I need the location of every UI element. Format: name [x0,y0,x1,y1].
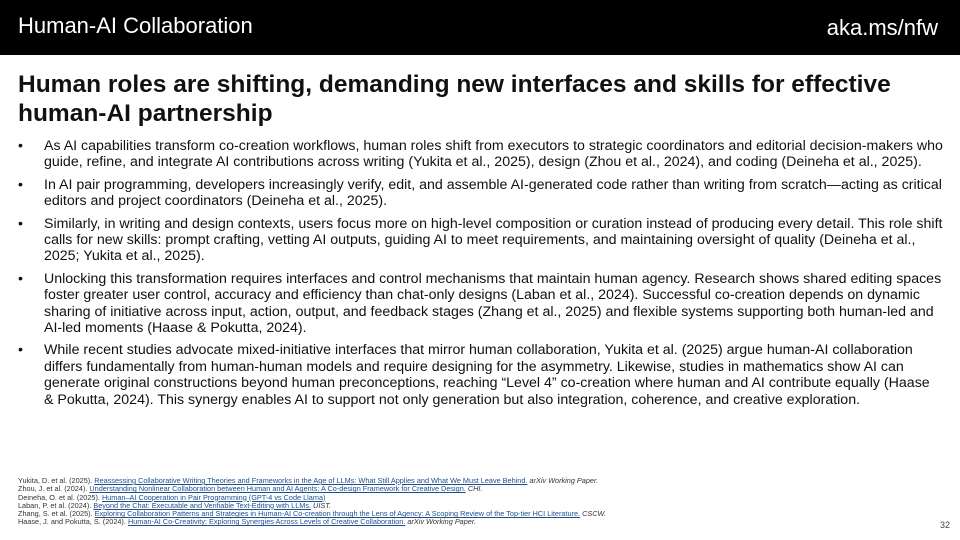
reference-venue: arXiv Working Paper. [407,518,477,527]
reference-link[interactable]: Understanding Nonlinear Collaboration between Human and AI Agents: A Co-design Framework for Creative Design. [89,485,466,494]
reference-authors: Deineha, O. et al. (2025). [18,493,100,502]
reference-authors: Laban, P. et al. (2024). [18,501,92,510]
bullet-item: • Unlocking this transformation requires interfaces and control mechanisms that maintain human agency. Research shows shared editing spaces foster greater user control, accuracy and efficiency than chat-only designs (Laban et al., 2024). Successful co-creation depends on dynamic sharing of initiative across input, action, output, and feedback stages (Zhang et al., 2025) and flexible systems supporting both human-led and AI-led moments (Haase & Pokutta, 2024). [18,271,943,337]
slide-headline: Human roles are shifting, demanding new interfaces and skills for effective human-AI partnership [18,71,891,127]
reference-item [18,510,898,518]
reference-item [18,477,898,485]
page-number: 32 [939,520,950,530]
header-bar [0,0,960,55]
reference-authors: Haase, J. and Pokutta, S. (2024). [18,518,126,527]
reference-link[interactable]: Reassessing Collaborative Writing Theories and Frameworks in the Age of LLMs: What Still Applies and What We Must Leave Behind. [94,477,528,485]
reference-venue: UIST. [313,501,332,510]
reference-link[interactable]: Human–AI Cooperation in Pair Programming (GPT-4 vs Code Llama) [101,493,326,502]
reference-link[interactable]: Human-AI Co-Creativity: Exploring Synergies Across Levels of Creative Collaboration. [127,518,406,527]
bullet-item: • Similarly, in writing and design contexts, users focus more on high-level composition or curation instead of producing every detail. This role shift calls for new skills: prompt crafting, vetting AI outputs, guiding AI to meet requirements, and maintaining oversight of quality (Deineha et al., 2025; Yukita et al., 2025). [18,216,943,265]
reference-authors: Zhou, J. et al. (2024). [18,485,88,494]
reference-venue: arXiv Working Paper. [529,477,599,485]
reference-link[interactable]: Beyond the Chat: Executable and Verifiable Text-Editing with LLMs. [93,501,312,510]
reference-venue: CSCW. [582,510,607,519]
reference-item [18,518,898,526]
bullet-item: • While recent studies advocate mixed-initiative interfaces that mirror human collaboration, Yukita et al. (2025) argue human-AI collaboration differs fundamentally from human-human models and require designing for the asymmetry. Likewise, studies in mathematics show AI can generate original constructions beyond human preconceptions, reaching “Level 4” co-creation where human and AI contribute equally (Haase & Pokutta, 2024). This synergy enables AI to support not only generation but also integration, coherence, and creative exploration. [18,342,943,408]
reference-item [18,494,898,502]
short-link[interactable]: aka.ms/nfw [826,15,938,40]
bullet-item: • As AI capabilities transform co-creation workflows, human roles shift from executors to strategic coordinators and editorial decision-makers who guide, refine, and integrate AI contributions across writing (Yukita et al., 2025), design (Zhou et al., 2024), and coding (Deineha et al., 2025). [18,138,943,171]
bullet-list [18,138,943,414]
reference-item [18,502,898,510]
bullet-item: • In AI pair programming, developers increasingly verify, edit, and assemble AI-generated code rather than writing from scratch—acting as critical editors and project coordinators (Deineha et al., 2025). [18,177,943,210]
reference-item [18,485,898,493]
reference-link[interactable]: Exploring Collaboration Patterns and Strategies in Human-AI Co-creation through the Lens of Agency: A Scoping Review of the Top-tier HCI Literature. [94,510,581,519]
reference-venue: CHI. [467,485,483,494]
deck-title: Human-AI Collaboration [18,13,253,38]
references [18,477,898,527]
reference-authors: Yukita, D. et al. (2025). [18,477,93,485]
reference-authors: Zhang, S. et al. (2025). [18,510,93,519]
